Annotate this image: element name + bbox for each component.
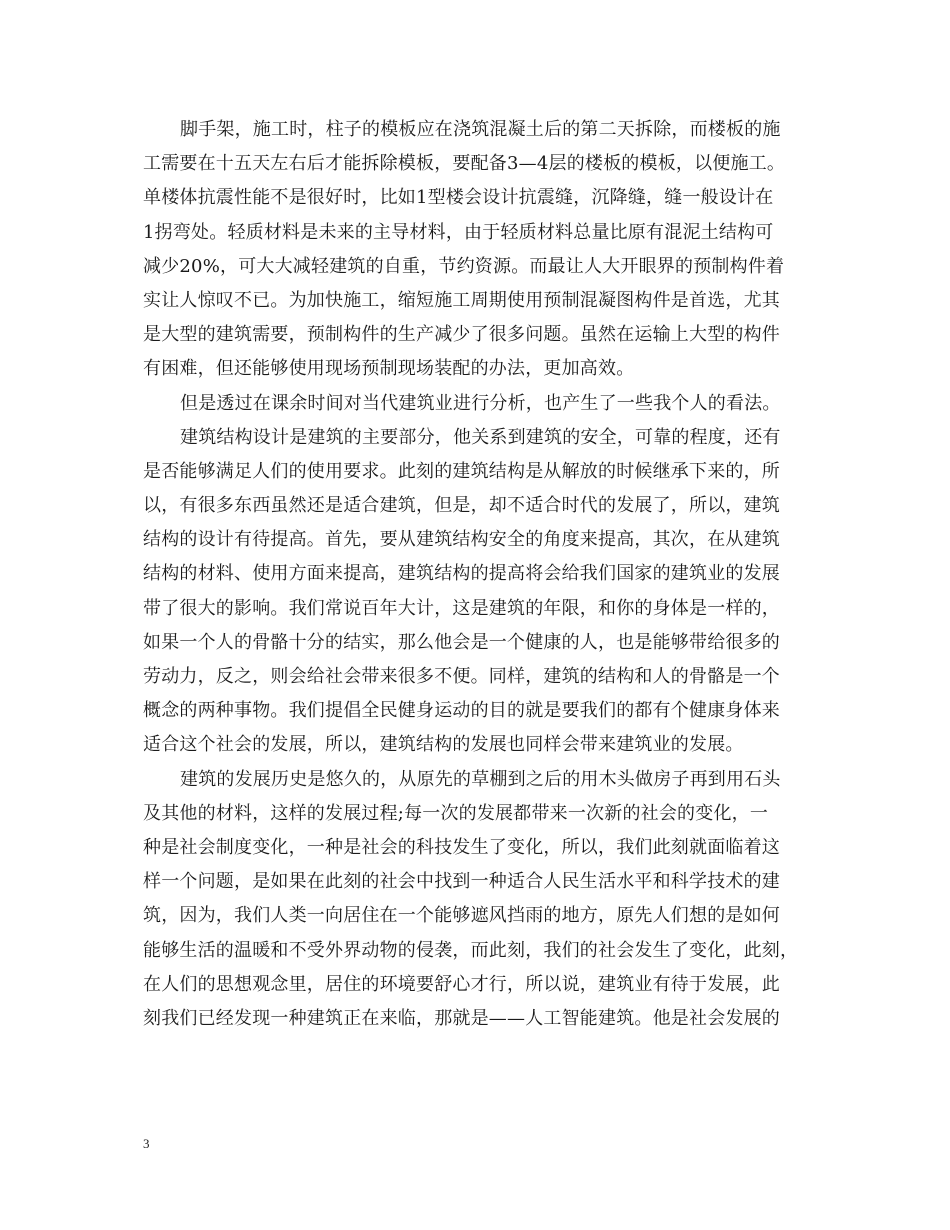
text-line: 筑，因为，我们人类一向居住在一个能够遮风挡雨的地方，原先人们想的是如何 bbox=[143, 905, 780, 927]
paragraph bbox=[143, 113, 823, 387]
text-line: 实让人惊叹不已。为加快施工，缩短施工周期使用预制混凝图构件是首选，尤其 bbox=[143, 289, 780, 311]
text-line: 能够生活的温暖和不受外界动物的侵袭，而此刻，我们的社会发生了变化，此刻， bbox=[143, 939, 799, 961]
text-line: 在人们的思想观念里，居住的环境要舒心才行，所以说，建筑业有待于发展，此 bbox=[143, 973, 780, 995]
text-line: 劳动力，反之，则会给社会带来很多不便。同样，建筑的结构和人的骨骼是一个 bbox=[143, 666, 780, 687]
paragraph bbox=[143, 421, 823, 763]
text-line: 工需要在十五天左右后才能拆除模板，要配备3—4层的楼板的模板，以便施工。 bbox=[143, 153, 786, 175]
text-line: 如果一个人的骨骼十分的结实，那么他会是一个健康的人，也是能够带给很多的 bbox=[143, 631, 780, 653]
body-text bbox=[143, 113, 823, 1036]
text-line: 带了很大的影响。我们常说百年大计，这是建筑的年限，和你的身体是一样的， bbox=[143, 597, 780, 619]
text-line: 结构的材料、使用方面来提高，建筑结构的提高将会给我们国家的建筑业的发展 bbox=[143, 563, 780, 585]
text-line: 样一个问题，是如果在此刻的社会中找到一种适合人民生活水平和科学技术的建 bbox=[143, 871, 780, 893]
text-line: 1拐弯处。轻质材料是未来的主导材料，由于轻质材料总量比原有混泥土结构可 bbox=[143, 221, 774, 243]
text-line: 但是透过在课余时间对当代建筑业进行分析，也产生了一些我个人的看法。 bbox=[180, 392, 781, 414]
text-line: 单楼体抗震性能不是很好时，比如1型楼会设计抗震缝，沉降缝，缝一般设计在 bbox=[143, 187, 774, 209]
text-line: 概念的两种事物。我们提倡全民健身运动的目的就是要我们的都有个健康身体来 bbox=[143, 700, 780, 722]
text-line: 是否能够满足人们的使用要求。此刻的建筑结构是从解放的时候继承下来的，所 bbox=[143, 460, 780, 482]
text-line: 结构的设计有待提高。首先，要从建筑结构安全的角度来提高，其次，在从建筑 bbox=[143, 529, 780, 551]
paragraph bbox=[143, 763, 823, 1037]
text-line: 是大型的建筑需要，预制构件的生产减少了很多问题。虽然在运输上大型的构件 bbox=[143, 324, 780, 346]
text-line: 有困难，但还能够使用现场预制现场装配的办法，更加高效。 bbox=[143, 358, 635, 380]
text-line: 适合这个社会的发展，所以，建筑结构的发展也同样会带来建筑业的发展。 bbox=[143, 734, 744, 756]
text-line: 及其他的材料，这样的发展过程;每一次的发展都带来一次新的社会的变化，一 bbox=[143, 802, 769, 824]
text-line: 脚手架，施工时，柱子的模板应在浇筑混凝土后的第二天拆除，而楼板的施 bbox=[180, 119, 781, 140]
page-number: 3 bbox=[143, 1136, 150, 1151]
text-line: 减少20%，可大大减轻建筑的自重，节约资源。而最让人大开眼界的预制构件着 bbox=[143, 255, 785, 277]
text-line: 以，有很多东西虽然还是适合建筑，但是，却不适合时代的发展了，所以，建筑 bbox=[143, 495, 780, 517]
text-line: 建筑的发展历史是悠久的，从原先的草棚到之后的用木头做房子再到用石头 bbox=[180, 768, 781, 790]
text-line: 种是社会制度变化，一种是社会的科技发生了变化，所以，我们此刻就面临着这 bbox=[143, 836, 780, 858]
text-line: 刻我们已经发现一种建筑正在来临，那就是——人工智能建筑。他是社会发展的 bbox=[143, 1007, 780, 1029]
paragraph bbox=[143, 387, 823, 421]
text-line: 建筑结构设计是建筑的主要部分，他关系到建筑的安全，可靠的程度，还有 bbox=[180, 426, 781, 448]
